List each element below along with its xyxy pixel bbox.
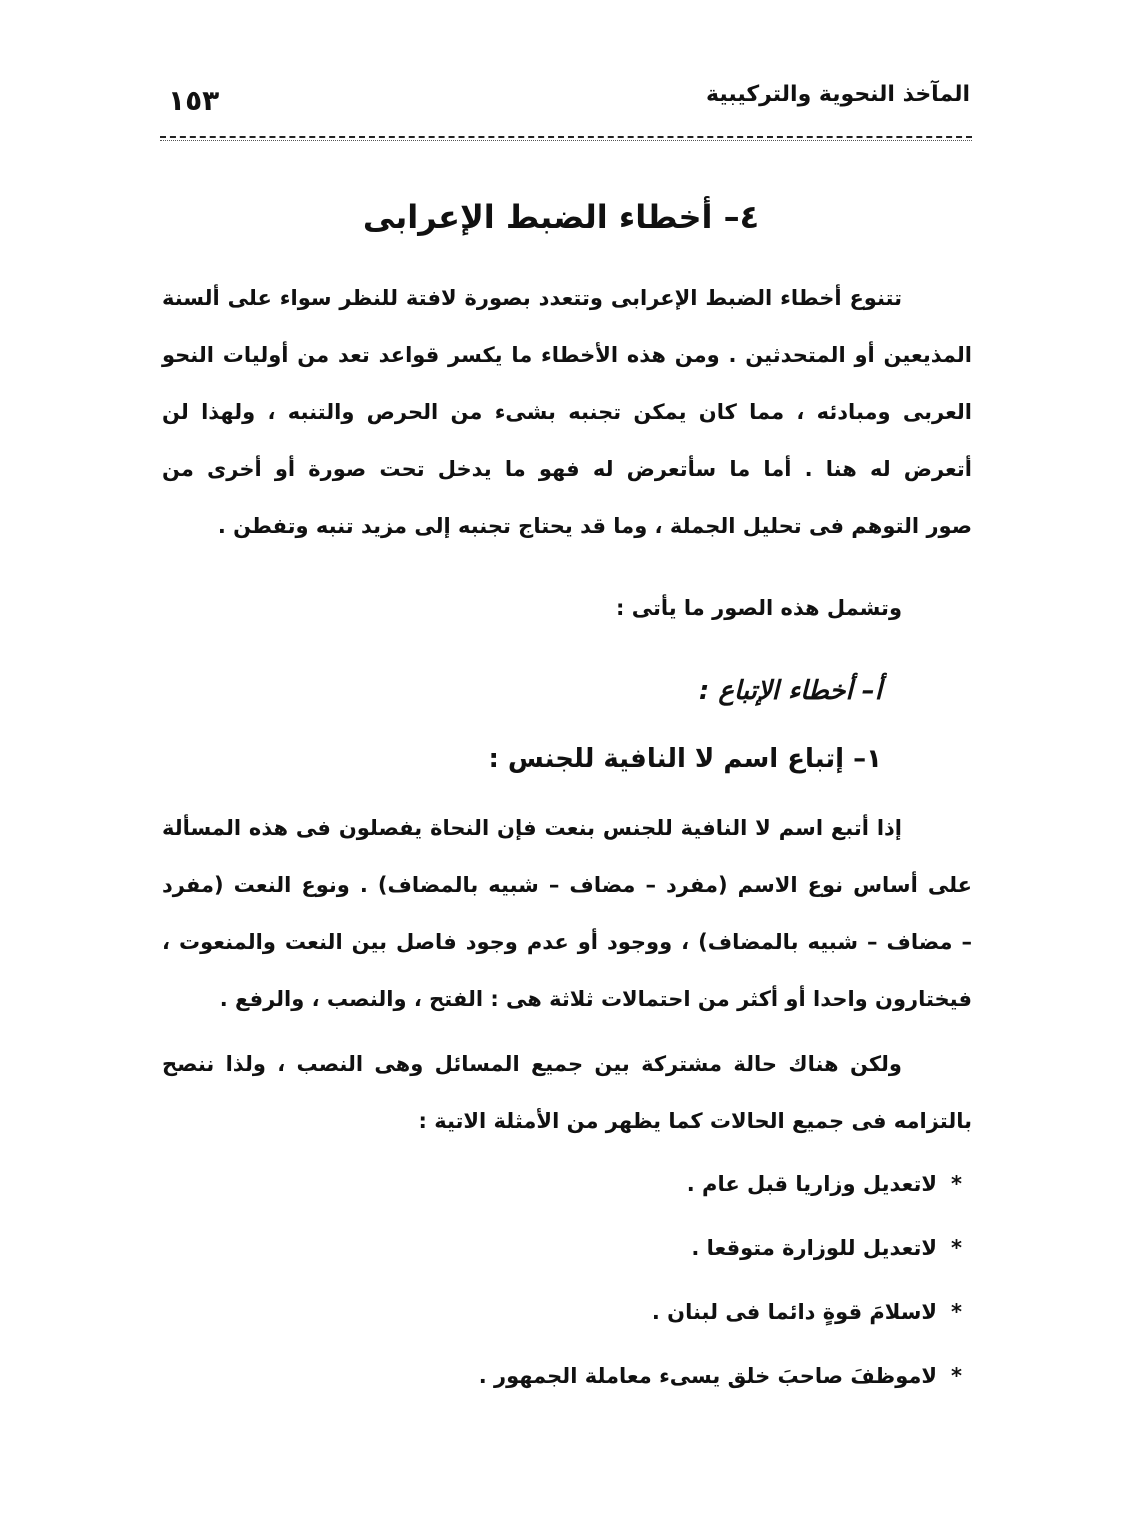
example-text: لاتعديل للوزارة متوقعا . [691,1236,938,1260]
example-text: لاموظفَ صاحبَ خلق يسىء معاملة الجمهور . [478,1364,938,1388]
example-item [652,1300,962,1324]
paragraph-line: – مضاف – شبيه بالمضاف) ، ووجود أو عدم وجود فاصل بين النعت والمنعوت ، [162,930,972,954]
intro-line: تتنوع أخطاء الضبط الإعرابى وتتعدد بصورة لافتة للنظر سواء على ألسنة [162,286,902,310]
page-number: ١٥٣ [168,84,220,117]
paragraph-line: فيختارون واحدا أو أكثر من احتمالات ثلاثة هى : الفتح ، والنصب ، والرفع . [219,987,972,1011]
paragraph-1 [162,800,972,1028]
example-text: لاسلامَ قوةٍ دائما فى لبنان . [651,1300,938,1324]
intro-line: العربى ومبادئه ، مما كان يمكن تجنبه بشىء من الحرص والتنبه ، ولهذا لن [162,400,972,424]
example-item [479,1364,962,1388]
example-item [691,1236,962,1260]
paragraph-line: على أساس نوع الاسم (مفرد – مضاف – شبيه بالمضاف) . ونوع النعت (مفرد [162,873,972,897]
intro-paragraph [162,270,972,555]
scope-line: وتشمل هذه الصور ما يأتى : [616,596,902,620]
intro-line: أتعرض له هنا . أما ما سأتعرض له فهو ما يدخل تحت صورة أو أخرى من [162,457,972,481]
bullet-marker: * [951,1172,962,1196]
section-title: ٤– أخطاء الضبط الإعرابى [362,198,760,236]
running-header-title: المآخذ النحوية والتركيبية [706,82,970,107]
paragraph-2 [162,1036,972,1150]
bullet-marker: * [951,1236,962,1260]
bullet-marker: * [951,1300,962,1324]
example-item [687,1172,962,1196]
paragraph-line: إذا أتبع اسم لا النافية للجنس بنعت فإن النحاة يفصلون فى هذه المسألة [162,816,902,840]
subsection-heading-1: ١– إتباع اسم لا النافية للجنس : [488,744,882,774]
intro-line: صور التوهم فى تحليل الجملة ، وما قد يحتاج تجنبه إلى مزيد تنبه وتفطن . [217,514,972,538]
intro-line: المذيعين أو المتحدثين . ومن هذه الأخطاء ما يكسر قواعد تعد من أوليات النحو [162,343,972,367]
header-divider [160,136,972,138]
subsection-heading-a: أ– أخطاء الإتباع : [698,676,882,706]
bullet-marker: * [951,1364,962,1388]
header-divider-secondary [160,140,972,141]
example-text: لاتعديل وزاريا قبل عام . [686,1172,938,1196]
paragraph-line: ولكن هناك حالة مشتركة بين جميع المسائل وهى النصب ، ولذا ننصح [162,1052,902,1076]
paragraph-line: بالتزامه فى جميع الحالات كما يظهر من الأمثلة الاتية : [418,1109,972,1133]
